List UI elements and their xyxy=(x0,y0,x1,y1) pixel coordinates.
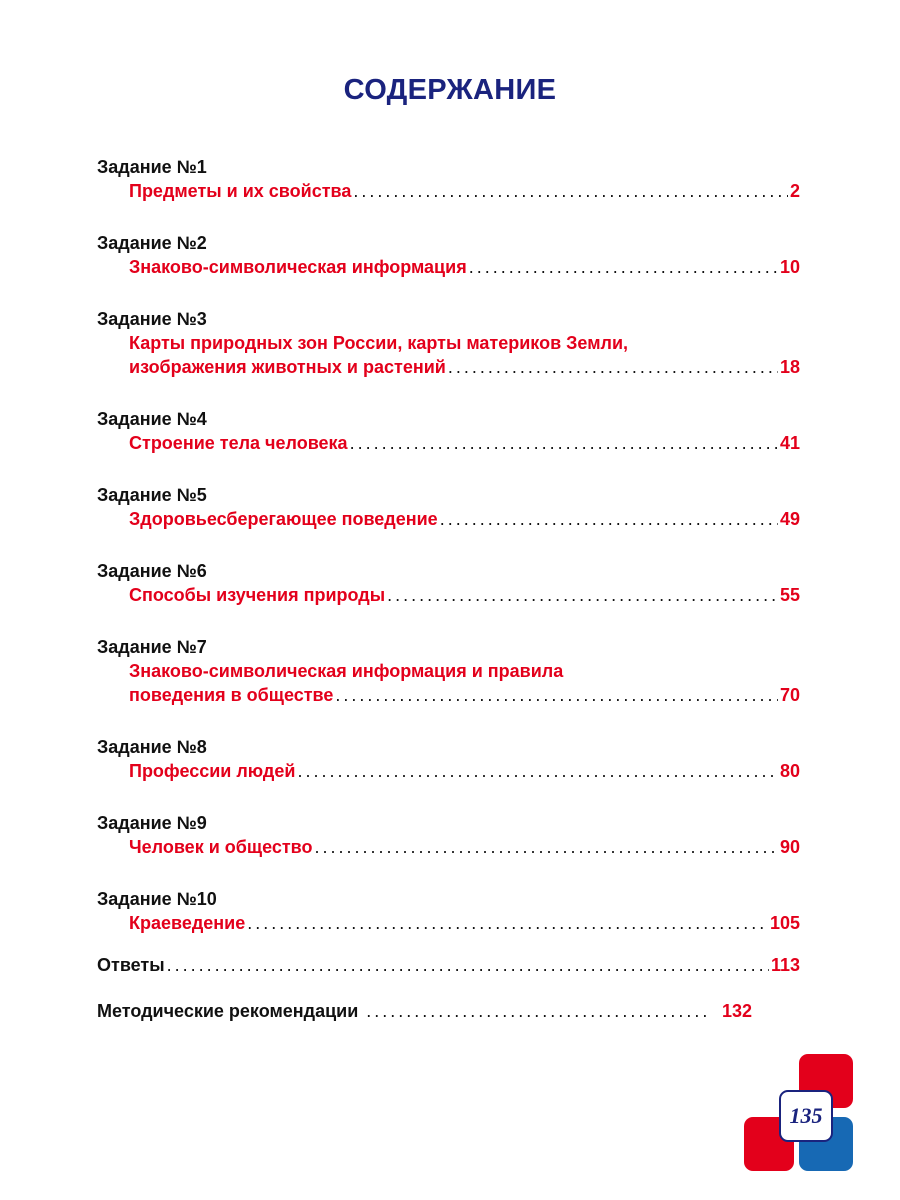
dot-leader xyxy=(350,431,778,455)
dot-leader xyxy=(247,911,768,935)
toc-entry-link[interactable] xyxy=(129,835,800,859)
page-number: 10 xyxy=(779,257,800,277)
toc-section-task-5 xyxy=(97,483,800,531)
toc-section-task-10 xyxy=(97,887,800,935)
page-number: 132 xyxy=(721,1001,752,1021)
toc-section-task-3 xyxy=(97,307,800,379)
task-label: Задание №7 xyxy=(97,637,207,657)
dot-leader xyxy=(315,835,778,859)
task-label: Задание №1 xyxy=(97,157,207,177)
toc-entry-link[interactable] xyxy=(129,331,800,355)
toc-entry-link[interactable] xyxy=(129,507,800,531)
entry-title: Строение тела человека xyxy=(129,433,348,453)
toc-section-task-1 xyxy=(97,155,800,203)
toc-entry-link[interactable] xyxy=(129,911,800,935)
page-number: 70 xyxy=(779,685,800,705)
page-number-badge: 135 xyxy=(779,1090,833,1142)
entry-title: Здоровьесберегающее поведение xyxy=(129,509,438,529)
task-label: Задание №4 xyxy=(97,409,207,429)
toc-entry-link[interactable] xyxy=(129,255,800,279)
dot-leader xyxy=(353,179,788,203)
dot-leader xyxy=(366,999,706,1023)
dot-leader xyxy=(335,683,778,707)
table-of-contents xyxy=(97,155,800,963)
toc-section-task-7 xyxy=(97,635,800,707)
entry-title: Предметы и их свойства xyxy=(129,181,352,201)
toc-section-task-6 xyxy=(97,559,800,607)
entry-title-line-1: Карты природных зон России, карты материков Земли, xyxy=(129,333,629,353)
dot-leader xyxy=(448,355,778,379)
page-number: 18 xyxy=(779,357,800,377)
toc-entry-answers[interactable] xyxy=(97,953,800,977)
dot-leader xyxy=(440,507,778,531)
toc-entry-link[interactable] xyxy=(129,759,800,783)
methodology-label: Методические рекомендации xyxy=(97,1001,359,1021)
entry-title: Способы изучения природы xyxy=(129,585,386,605)
entry-title-line-2: поведения в обществе xyxy=(129,685,334,705)
task-label: Задание №2 xyxy=(97,233,207,253)
task-label: Задание №9 xyxy=(97,813,207,833)
page-number: 80 xyxy=(779,761,800,781)
page-number: 105 xyxy=(769,913,800,933)
entry-title: Человек и общество xyxy=(129,837,313,857)
toc-section-task-4 xyxy=(97,407,800,455)
toc-section-task-2 xyxy=(97,231,800,279)
page-number: 41 xyxy=(779,433,800,453)
dot-leader xyxy=(297,759,778,783)
page-title: СОДЕРЖАНИЕ xyxy=(343,74,557,106)
toc-entry-link[interactable] xyxy=(129,583,800,607)
page-number: 49 xyxy=(779,509,800,529)
entry-title: Знаково-символическая информация xyxy=(129,257,467,277)
toc-section-task-9 xyxy=(97,811,800,859)
entry-title: Краеведение xyxy=(129,913,246,933)
toc-entry-link[interactable] xyxy=(129,431,800,455)
task-label: Задание №6 xyxy=(97,561,207,581)
page-number: 2 xyxy=(789,181,800,201)
toc-section-task-8 xyxy=(97,735,800,783)
page-number: 113 xyxy=(770,955,800,975)
toc-entry-link[interactable] xyxy=(129,683,800,707)
answers-label: Ответы xyxy=(97,955,165,975)
task-label: Задание №3 xyxy=(97,309,207,329)
dot-leader xyxy=(469,255,778,279)
toc-entry-link[interactable] xyxy=(129,179,800,203)
entry-title-line-2: изображения животных и растений xyxy=(129,357,446,377)
task-label: Задание №5 xyxy=(97,485,207,505)
entry-title-line-1: Знаково-символическая информация и правила xyxy=(129,661,564,681)
toc-entry-methodology[interactable] xyxy=(97,999,752,1023)
task-label: Задание №10 xyxy=(97,889,217,909)
dot-leader xyxy=(387,583,778,607)
task-label: Задание №8 xyxy=(97,737,207,757)
toc-entry-link[interactable] xyxy=(129,355,800,379)
entry-title: Профессии людей xyxy=(129,761,296,781)
dot-leader xyxy=(167,953,769,977)
toc-entry-link[interactable] xyxy=(129,659,800,683)
page-number: 90 xyxy=(779,837,800,857)
page-number: 55 xyxy=(779,585,800,605)
